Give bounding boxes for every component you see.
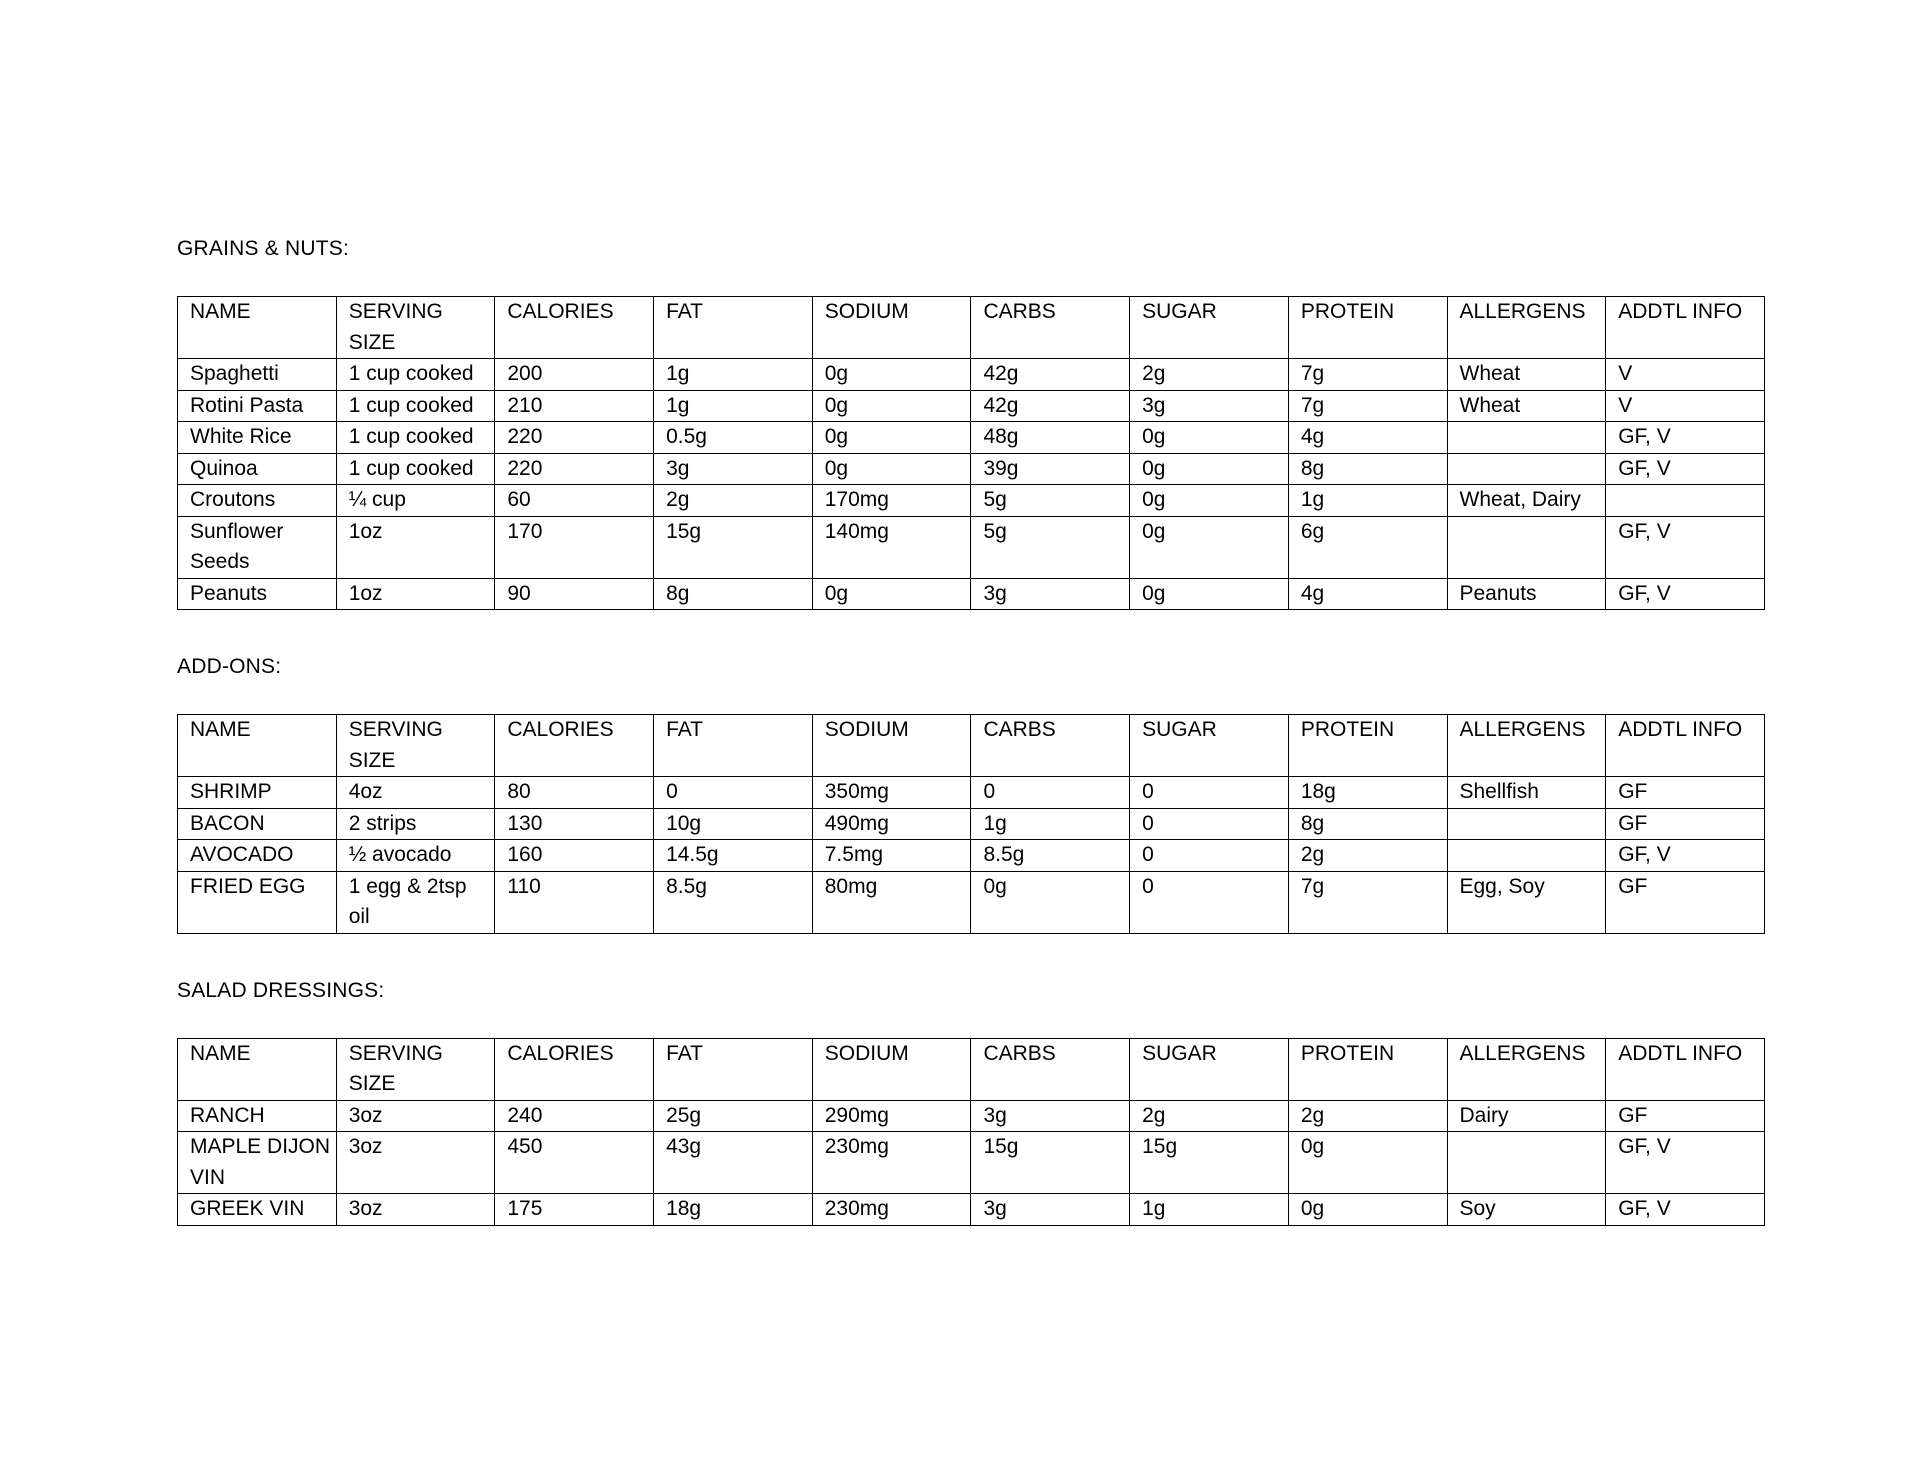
cell: 0g [1288,1132,1447,1194]
table-row [178,777,1765,809]
cell: 7g [1288,390,1447,422]
section-title-add-ons: ADD-ONS: [177,655,282,678]
cell: Croutons [178,485,337,517]
cell: 2g [1130,359,1289,391]
cell: 3oz [336,1194,495,1226]
col-header-carbs: CARBS [971,1038,1130,1100]
section-title-grains-nuts: GRAINS & NUTS: [177,237,349,260]
cell: GF [1606,1100,1765,1132]
cell: SHRIMP [178,777,337,809]
cell: 5g [971,485,1130,517]
cell: 8g [1288,808,1447,840]
cell [1447,453,1606,485]
cell: 3g [971,1100,1130,1132]
cell: 490mg [812,808,971,840]
cell: 230mg [812,1194,971,1226]
cell: 130 [495,808,654,840]
cell: 0g [812,578,971,610]
cell: 160 [495,840,654,872]
cell [1606,485,1765,517]
col-header-sugar: SUGAR [1130,297,1289,359]
cell: 4g [1288,578,1447,610]
cell: White Rice [178,422,337,454]
cell: 43g [654,1132,813,1194]
cell: 450 [495,1132,654,1194]
col-header-sugar: SUGAR [1130,1038,1289,1100]
cell: 8.5g [654,871,813,933]
table-row [178,1132,1765,1194]
cell: 90 [495,578,654,610]
cell: 0 [971,777,1130,809]
col-header-calories: CALORIES [495,297,654,359]
cell: 6g [1288,516,1447,578]
cell: 15g [1130,1132,1289,1194]
grains-nuts-table [177,296,1765,610]
cell: 15g [654,516,813,578]
table-row [178,840,1765,872]
cell: FRIED EGG [178,871,337,933]
cell: 0g [1130,485,1289,517]
cell: 39g [971,453,1130,485]
cell: V [1606,390,1765,422]
table-row [178,422,1765,454]
section-title-salad-dressings: SALAD DRESSINGS: [177,978,385,1002]
cell: Peanuts [1447,578,1606,610]
cell: 0g [812,390,971,422]
salad-dressings-table [177,1038,1765,1226]
cell: 18g [654,1194,813,1226]
cell: GF, V [1606,840,1765,872]
cell: 8g [1288,453,1447,485]
cell: 0 [1130,777,1289,809]
cell: 15g [971,1132,1130,1194]
col-header-calories: CALORIES [495,1038,654,1100]
cell: Peanuts [178,578,337,610]
col-header-sodium: SODIUM [812,297,971,359]
cell: 0 [1130,871,1289,933]
cell: RANCH [178,1100,337,1132]
cell: 0g [1288,1194,1447,1226]
cell: Wheat [1447,390,1606,422]
cell: 7.5mg [812,840,971,872]
cell: Wheat, Dairy [1447,485,1606,517]
cell: 3g [971,1194,1130,1226]
col-header-serving-size: SERVING SIZE [336,715,495,777]
cell: Spaghetti [178,359,337,391]
cell: Wheat [1447,359,1606,391]
cell: 3g [1130,390,1289,422]
cell [1447,1132,1606,1194]
cell: 1g [654,359,813,391]
cell: 1oz [336,516,495,578]
cell: GF, V [1606,453,1765,485]
cell: 0g [1130,516,1289,578]
col-header-fat: FAT [654,715,813,777]
cell: MAPLE DIJON VIN [178,1132,337,1194]
cell: GF, V [1606,422,1765,454]
col-header-addtl-info: ADDTL INFO [1606,297,1765,359]
cell: 220 [495,453,654,485]
cell: 1g [971,808,1130,840]
cell: 175 [495,1194,654,1226]
cell: 80 [495,777,654,809]
cell: ½ avocado [336,840,495,872]
cell: 5g [971,516,1130,578]
col-header-protein: PROTEIN [1288,1038,1447,1100]
table-row [178,871,1765,933]
cell: 170mg [812,485,971,517]
cell: 1g [654,390,813,422]
col-header-allergens: ALLERGENS [1447,715,1606,777]
cell: 1 cup cooked [336,359,495,391]
col-header-name: NAME [178,1038,337,1100]
col-header-allergens: ALLERGENS [1447,1038,1606,1100]
col-header-name: NAME [178,297,337,359]
table-row [178,390,1765,422]
cell: 1g [1288,485,1447,517]
cell: 0g [812,359,971,391]
cell: 4g [1288,422,1447,454]
cell: 0g [1130,578,1289,610]
cell: 290mg [812,1100,971,1132]
cell: 240 [495,1100,654,1132]
cell: 0 [1130,840,1289,872]
cell: 3oz [336,1100,495,1132]
cell: 8g [654,578,813,610]
cell: 1 cup cooked [336,453,495,485]
cell: 7g [1288,359,1447,391]
cell: ¼ cup [336,485,495,517]
col-header-fat: FAT [654,297,813,359]
cell: 80mg [812,871,971,933]
table-row [178,1194,1765,1226]
cell: Sunflower Seeds [178,516,337,578]
cell: 2 strips [336,808,495,840]
table-row [178,453,1765,485]
cell: 0g [1130,422,1289,454]
cell: 1oz [336,578,495,610]
cell: 1 egg & 2tsp oil [336,871,495,933]
col-header-carbs: CARBS [971,297,1130,359]
cell: 3g [971,578,1130,610]
col-header-addtl-info: ADDTL INFO [1606,715,1765,777]
col-header-fat: FAT [654,1038,813,1100]
table-header-row [178,715,1765,777]
col-header-sodium: SODIUM [812,715,971,777]
cell: Egg, Soy [1447,871,1606,933]
cell: V [1606,359,1765,391]
table-header-row [178,297,1765,359]
cell: AVOCADO [178,840,337,872]
table-row [178,516,1765,578]
table-header-row [178,1038,1765,1100]
col-header-allergens: ALLERGENS [1447,297,1606,359]
cell: GF [1606,777,1765,809]
cell: GF, V [1606,1194,1765,1226]
col-header-protein: PROTEIN [1288,715,1447,777]
cell: 210 [495,390,654,422]
cell: 0 [654,777,813,809]
table-row [178,485,1765,517]
cell: 220 [495,422,654,454]
cell: 18g [1288,777,1447,809]
cell: 3oz [336,1132,495,1194]
cell: 14.5g [654,840,813,872]
col-header-serving-size: SERVING SIZE [336,297,495,359]
cell: 60 [495,485,654,517]
cell: Dairy [1447,1100,1606,1132]
cell: 0g [812,422,971,454]
add-ons-table [177,714,1765,934]
cell: GF, V [1606,516,1765,578]
col-header-addtl-info: ADDTL INFO [1606,1038,1765,1100]
col-header-name: NAME [178,715,337,777]
cell: 10g [654,808,813,840]
cell: 0.5g [654,422,813,454]
col-header-calories: CALORIES [495,715,654,777]
table-row [178,1100,1765,1132]
cell: Rotini Pasta [178,390,337,422]
cell: GF, V [1606,578,1765,610]
cell: 7g [1288,871,1447,933]
table-row [178,359,1765,391]
cell: 2g [1288,1100,1447,1132]
cell: 8.5g [971,840,1130,872]
cell: 230mg [812,1132,971,1194]
cell: Shellfish [1447,777,1606,809]
cell: 2g [654,485,813,517]
cell: 170 [495,516,654,578]
cell: 1g [1130,1194,1289,1226]
cell: 0g [971,871,1130,933]
cell [1447,840,1606,872]
col-header-protein: PROTEIN [1288,297,1447,359]
cell: 110 [495,871,654,933]
cell: 1 cup cooked [336,390,495,422]
cell [1447,808,1606,840]
cell: 3g [654,453,813,485]
cell: GF, V [1606,1132,1765,1194]
cell: 42g [971,390,1130,422]
cell: 0g [812,453,971,485]
table-row [178,578,1765,610]
cell: 42g [971,359,1130,391]
cell: BACON [178,808,337,840]
col-header-sodium: SODIUM [812,1038,971,1100]
cell: 200 [495,359,654,391]
col-header-carbs: CARBS [971,715,1130,777]
cell: 25g [654,1100,813,1132]
cell: Quinoa [178,453,337,485]
cell: 140mg [812,516,971,578]
document-page [177,236,1765,1226]
cell [1447,422,1606,454]
cell: 2g [1130,1100,1289,1132]
cell: GF [1606,871,1765,933]
cell [1447,516,1606,578]
cell: GREEK VIN [178,1194,337,1226]
col-header-serving-size: SERVING SIZE [336,1038,495,1100]
col-header-sugar: SUGAR [1130,715,1289,777]
cell: 2g [1288,840,1447,872]
cell: 0 [1130,808,1289,840]
cell: Soy [1447,1194,1606,1226]
cell: 1 cup cooked [336,422,495,454]
cell: 4oz [336,777,495,809]
cell: 48g [971,422,1130,454]
table-row [178,808,1765,840]
cell: 0g [1130,453,1289,485]
cell: GF [1606,808,1765,840]
cell: 350mg [812,777,971,809]
